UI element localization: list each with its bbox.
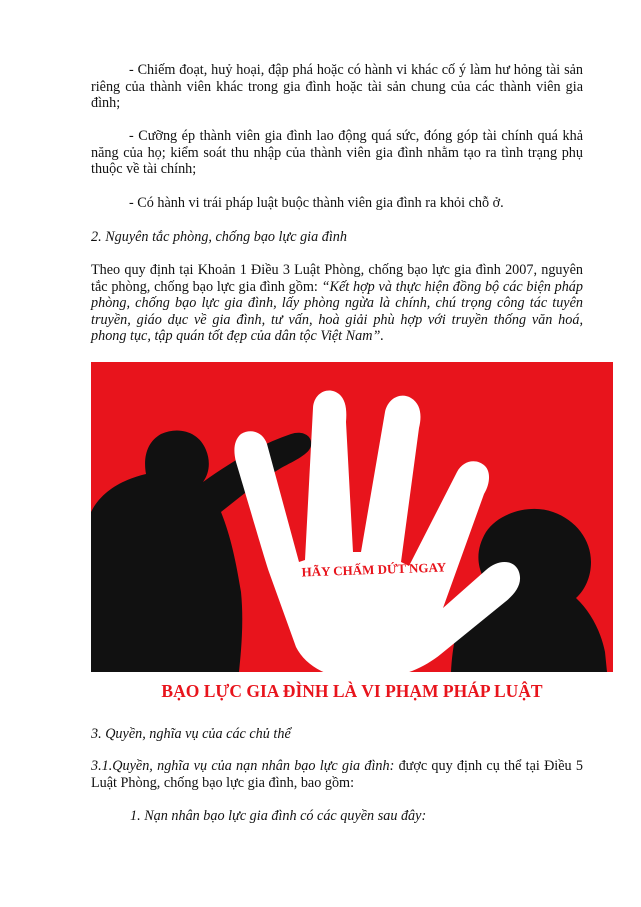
principles-quote: “Kết hợp và thực hiện đồng bộ các biện pháp phòng, chống bạo lực gia đình, lấy phòng ngừa là chính, chú trọng công tác tuyên truyền, giáo dục về gia đình, tư vấn, hoà giải phù hợp với truyền thống văn hoá, phong tục, tập quán tốt đẹp của dân tộc Việt Nam”. [91, 278, 583, 344]
anti-violence-banner [91, 362, 613, 710]
victim-rights-item-1: 1. Nạn nhân bạo lực gia đình có các quyền sau đây: [130, 808, 427, 824]
paragraph-forced-labor: - Cưỡng ép thành viên gia đình lao động quá sức, đóng góp tài chính quá khả năng của họ; kiểm soát thu nhập của thành viên gia đình nhằm tạo ra tình trạng phụ thuộc về tài chính; [91, 128, 583, 177]
banner-illustration [91, 362, 613, 710]
heading-principles: 2. Nguyên tắc phòng, chống bạo lực gia đình [91, 229, 347, 245]
banner-caption: BẠO LỰC GIA ĐÌNH LÀ VI PHẠM PHÁP LUẬT [161, 681, 543, 701]
paragraph-victim-rights [91, 758, 583, 791]
principles-intro: Theo quy định tại Khoản 1 Điều 3 Luật Phòng, chống bạo lực gia đình 2007, nguyên tắc phòng, chống bạo lực gia đình gồm: [91, 262, 583, 295]
paragraph-principles [91, 262, 583, 345]
heading-rights-obligations: 3. Quyền, nghĩa vụ của các chủ thể [91, 726, 291, 742]
paragraph-property-damage: - Chiếm đoạt, huỷ hoại, đập phá hoặc có hành vi khác cố ý làm hư hỏng tài sản riêng của thành viên khác trong gia đình hoặc tài sản chung của các thành viên gia đình; [91, 62, 583, 111]
paragraph-eviction: - Có hành vi trái pháp luật buộc thành viên gia đình ra khỏi chỗ ở. [129, 195, 504, 211]
hand-slogan: HÃY CHẤM DỨT NGAY [301, 559, 447, 580]
victim-rights-rest: được quy định cụ thể tại Điều 5 Luật Phòng, chống bạo lực gia đình, bao gồm: [91, 758, 583, 791]
victim-rights-lead: 3.1.Quyền, nghĩa vụ của nạn nhân bạo lực gia đình: [91, 758, 395, 774]
